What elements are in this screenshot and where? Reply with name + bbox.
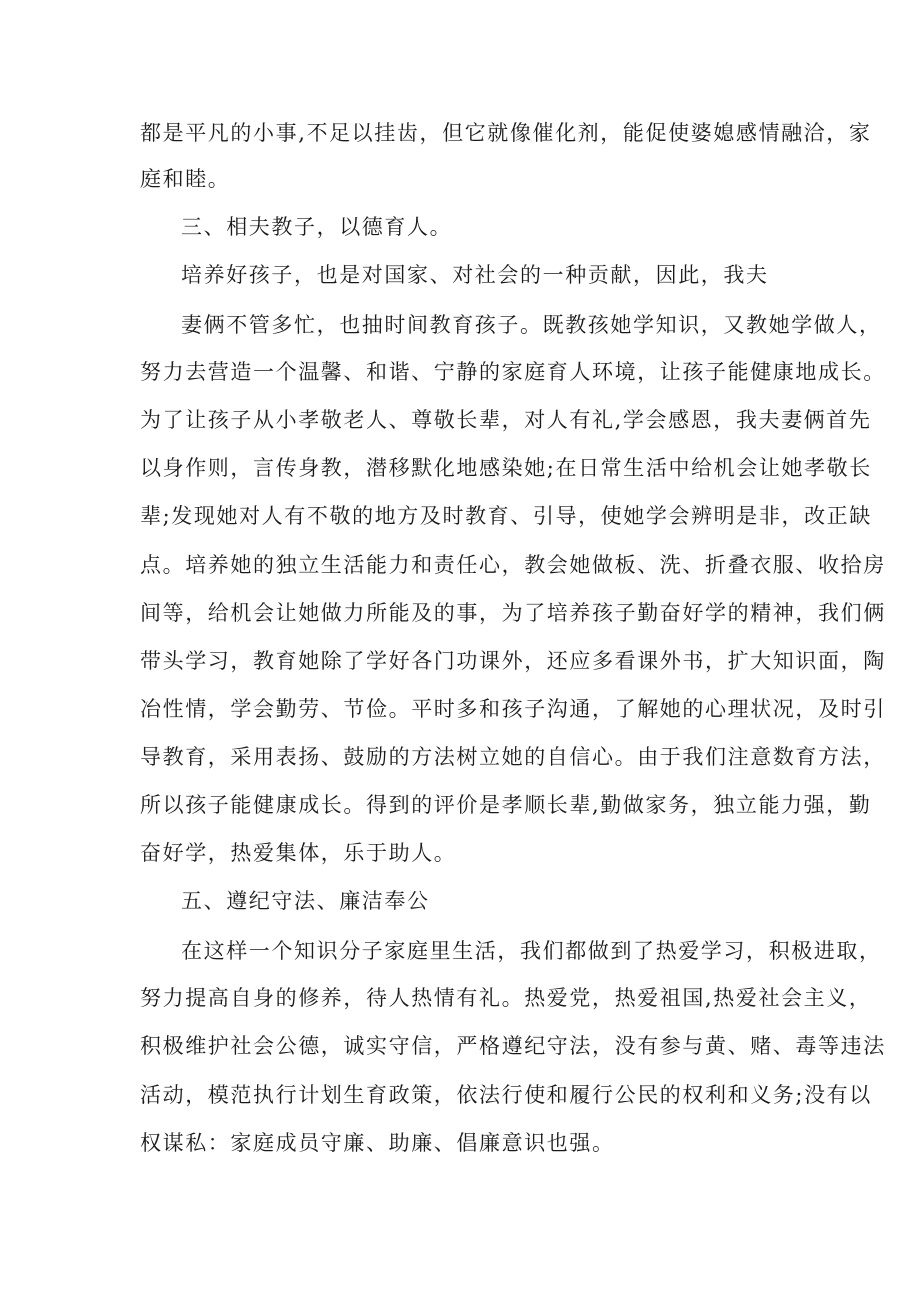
paragraph-line: 妻俩不管多忙，也抽时间教育孩子。既教孩她学知识，又教她学做人， [181,313,882,337]
paragraph-line: 努力去营造一个温馨、和谐、宁静的家庭育人环境，让孩子能健康地成长。 [140,360,886,384]
paragraph-line: 以身作则，言传身教，潜移默化地感染她;在日常生活中给机会让她孝敬长 [140,456,872,480]
section-heading-5: 五、遵纪守法、廉洁奉公 [181,889,430,913]
paragraph-line: 辈;发现她对人有不敬的地方及时教育、引导，使她学会辨明是非，改正缺 [140,504,872,528]
paragraph-line: 在这样一个知识分子家庭里生活，我们都做到了热爱学习，积极进取， [181,939,882,963]
paragraph-line: 庭和睦。 [140,167,231,191]
section-heading-3: 三、相夫教子，以德育人。 [181,215,453,239]
paragraph-line: 活动，模范执行计划生育政策，依法行使和履行公民的权利和义务;没有以 [140,1083,872,1107]
paragraph-line: 点。培养她的独立生活能力和责任心，教会她做板、洗、折叠衣服、收拾房 [140,553,886,577]
paragraph-line: 冶性情，学会勤劳、节俭。平时多和孩子沟通，了解她的心理状况，及时引 [140,697,886,721]
paragraph-line: 所以孩子能健康成长。得到的评价是孝顺长辈,勤做家务，独立能力强，勤 [140,793,872,817]
paragraph-line: 努力提高自身的修养，待人热情有礼。热爱党，热爱祖国,热爱社会主义， [140,986,872,1010]
paragraph-line: 奋好学，热爱集体，乐于助人。 [140,841,457,865]
paragraph-line: 间等，给机会让她做力所能及的事，为了培养孩子勤奋好学的精神，我们俩 [140,601,886,625]
paragraph-line: 为了让孩子从小孝敬老人、尊敬长辈，对人有礼,学会感恩，我夫妻俩首先 [140,408,872,432]
paragraph-line: 都是平凡的小事,不足以挂齿，但它就像催化剂，能促使婆媳感情融洽，家 [140,121,872,145]
paragraph-line: 带头学习，教育她除了学好各门功课外，还应多看课外书，扩大知识面，陶 [140,649,886,673]
paragraph-line: 导教育，采用表扬、鼓励的方法树立她的自信心。由于我们注意数育方法， [140,745,886,769]
paragraph-line: 权谋私：家庭成员守廉、助廉、倡廉意识也强。 [140,1131,615,1155]
paragraph-line: 培养好孩子，也是对国家、对社会的一种贡献，因此，我夫 [181,263,769,287]
paragraph-line: 积极维护社会公德，诚实守信，严格遵纪守法，没有参与黄、赌、毒等违法 [140,1034,886,1058]
